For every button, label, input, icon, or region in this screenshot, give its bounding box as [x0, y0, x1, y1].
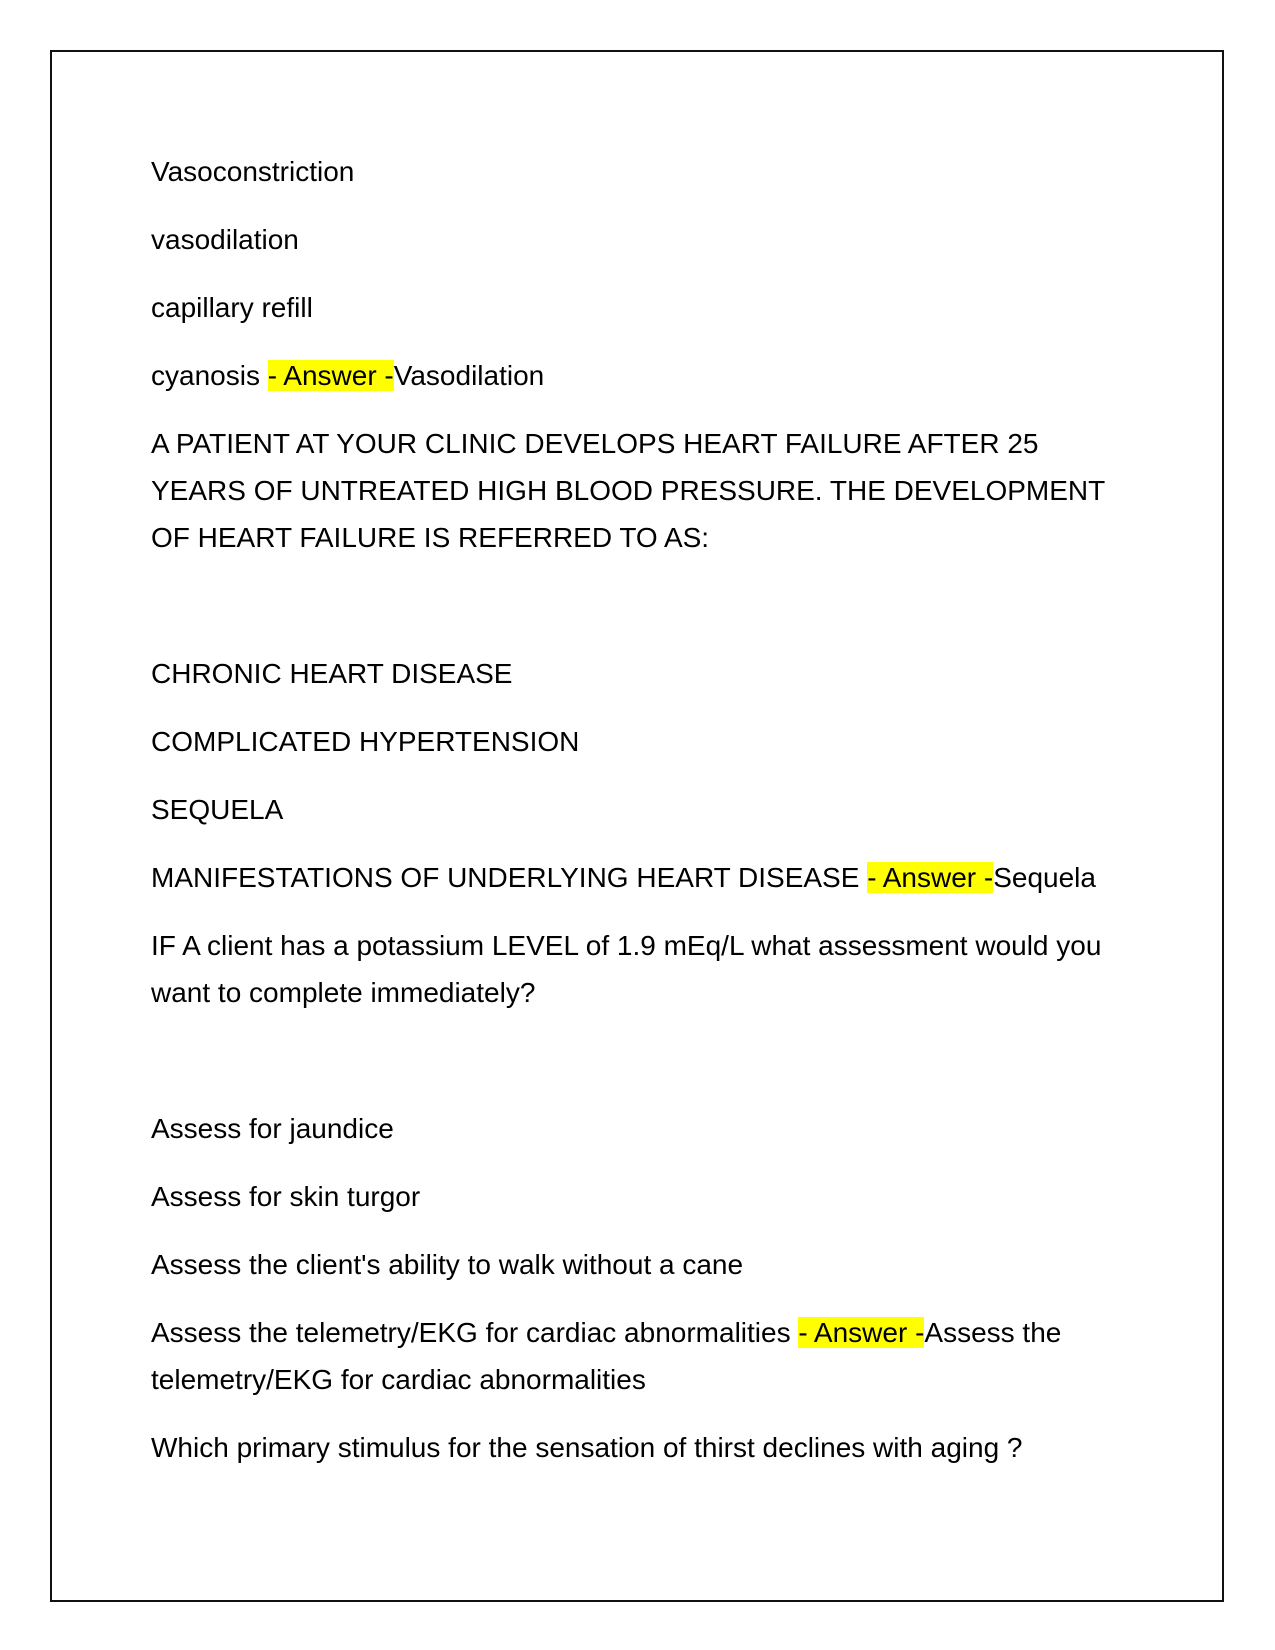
answer-marker: - Answer - [867, 862, 994, 893]
answer-text: Assess the telemetry/EKG for cardiac abnormalities [151, 1317, 1062, 1395]
question-thirst-aging: Which primary stimulus for the sensation of thirst declines with aging ? [151, 1432, 1023, 1463]
option-skin-turgor: Assess for skin turgor [151, 1181, 421, 1212]
document-body [151, 148, 1121, 1492]
option-text: Assess the telemetry/EKG for cardiac abnormalities [151, 1317, 799, 1348]
question-heart-failure: A PATIENT AT YOUR CLINIC DEVELOPS HEART FAILURE AFTER 25 YEARS OF UNTREATED HIGH BLOOD PRESSURE. THE DEVELOPMENT OF HEART FAILURE IS REFERRED TO AS: [151, 428, 1105, 553]
option-jaundice: Assess for jaundice [151, 1113, 394, 1144]
option-capillary-refill: capillary refill [151, 292, 313, 323]
answer-marker: - Answer - [798, 1317, 925, 1348]
option-vasodilation: vasodilation [151, 224, 299, 255]
answer-text: Sequela [993, 862, 1096, 893]
option-walk-without-cane: Assess the client's ability to walk without a cane [151, 1249, 744, 1280]
answer-marker: - Answer - [267, 360, 394, 391]
option-complicated-hypertension: COMPLICATED HYPERTENSION [151, 726, 580, 757]
option-cyanosis-with-answer [151, 352, 1121, 399]
spacer [151, 582, 1121, 650]
option-sequela: SEQUELA [151, 794, 284, 825]
question-potassium: IF A client has a potassium LEVEL of 1.9 mEq/L what assessment would you want to complete immediately? [151, 930, 1102, 1008]
option-text: MANIFESTATIONS OF UNDERLYING HEART DISEASE [151, 862, 868, 893]
option-vasoconstriction: Vasoconstriction [151, 156, 355, 187]
spacer [151, 1037, 1121, 1105]
option-manifestations-with-answer [151, 854, 1121, 901]
option-chronic-heart-disease: CHRONIC HEART DISEASE [151, 658, 513, 689]
option-telemetry-with-answer [151, 1309, 1121, 1403]
option-text: cyanosis [151, 360, 268, 391]
answer-text: Vasodilation [393, 360, 545, 391]
